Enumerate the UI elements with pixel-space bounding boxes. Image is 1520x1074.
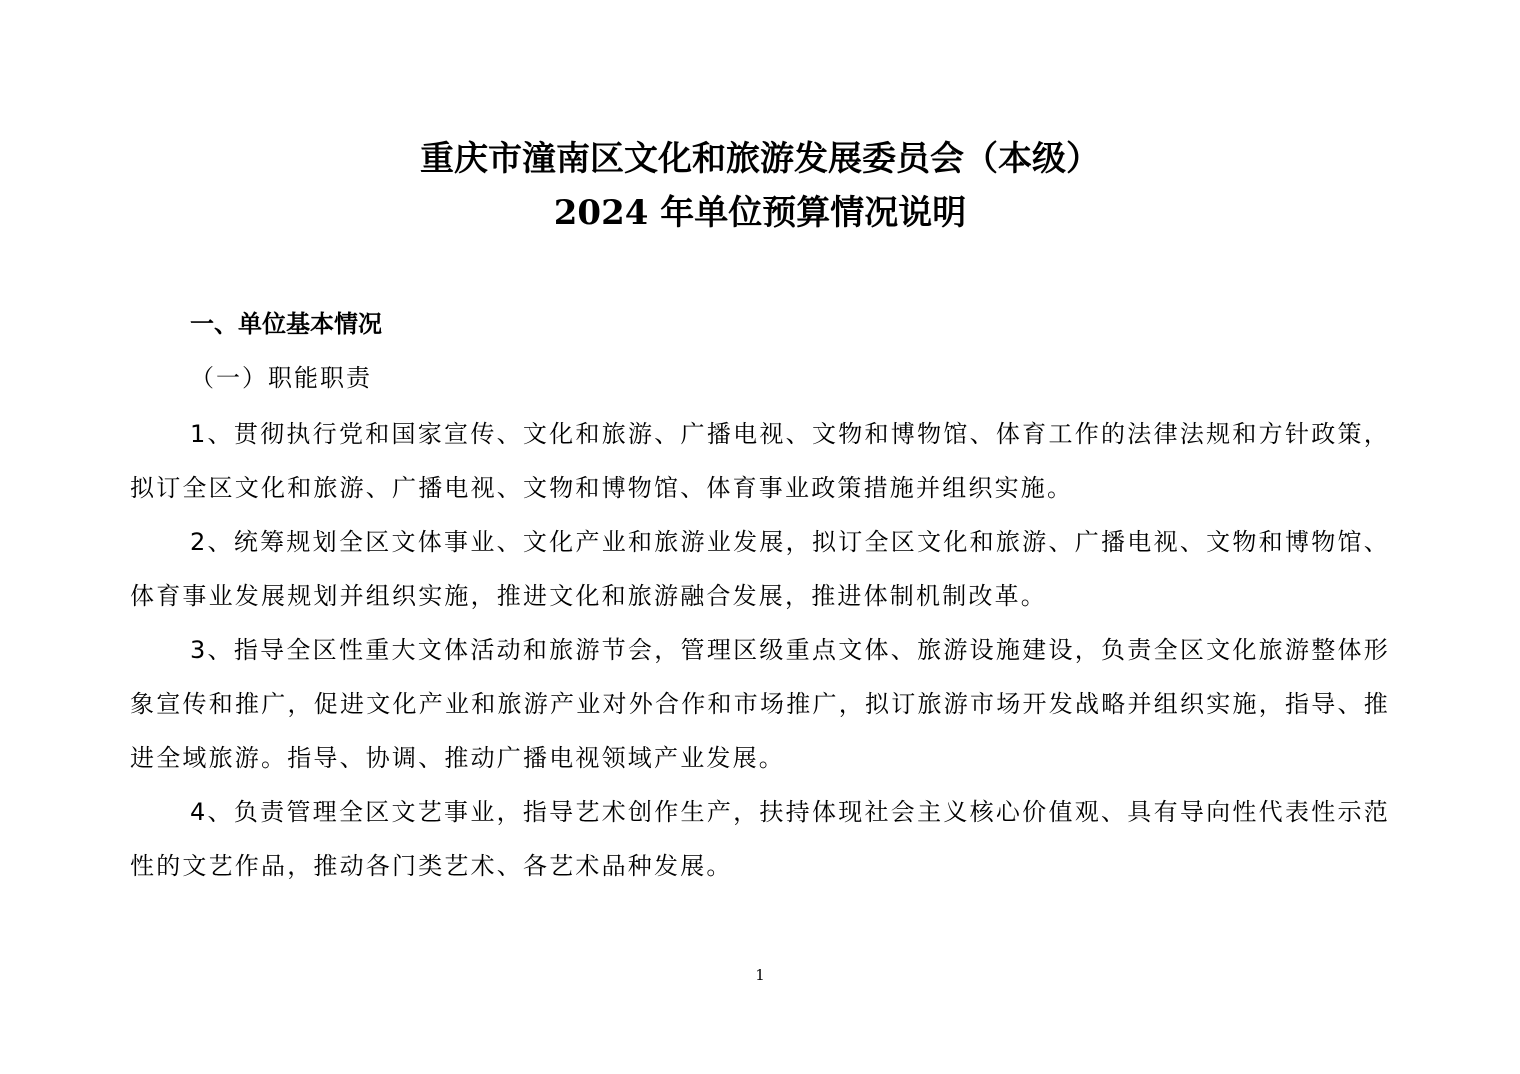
paragraph-4: 4、负责管理全区文艺事业，指导艺术创作生产，扶持体现社会主义核心价值观、具有导向性代表性示范性的文艺作品，推动各门类艺术、各艺术品种发展。: [130, 798, 1390, 880]
paragraph-1: 1、贯彻执行党和国家宣传、文化和旅游、广播电视、文物和博物馆、体育工作的法律法规和方针政策，拟订全区文化和旅游、广播电视、文物和博物馆、体育事业政策措施并组织实施。: [130, 420, 1390, 502]
subsection-heading: （一）职能职责: [190, 364, 372, 392]
paragraph-2: 2、统筹规划全区文体事业、文化产业和旅游业发展，拟订全区文化和旅游、广播电视、文物和博物馆、体育事业发展规划并组织实施，推进文化和旅游融合发展，推进体制机制改革。: [130, 528, 1390, 610]
page-number: 1: [755, 966, 765, 984]
paragraph-3: 3、指导全区性重大文体活动和旅游节会，管理区级重点文体、旅游设施建设，负责全区文化旅游整体形象宣传和推广，促进文化产业和旅游产业对外合作和市场推广，拟订旅游市场开发战略并组织实施，指导、推进全域旅游。指导、协调、推动广播电视领域产业发展。: [130, 636, 1390, 772]
document-title-line-1: 重庆市潼南区文化和旅游发展委员会（本级）: [420, 139, 1100, 179]
section-heading: 一、单位基本情况: [190, 310, 382, 338]
document-title-line-2: 2024 年单位预算情况说明: [553, 193, 967, 233]
